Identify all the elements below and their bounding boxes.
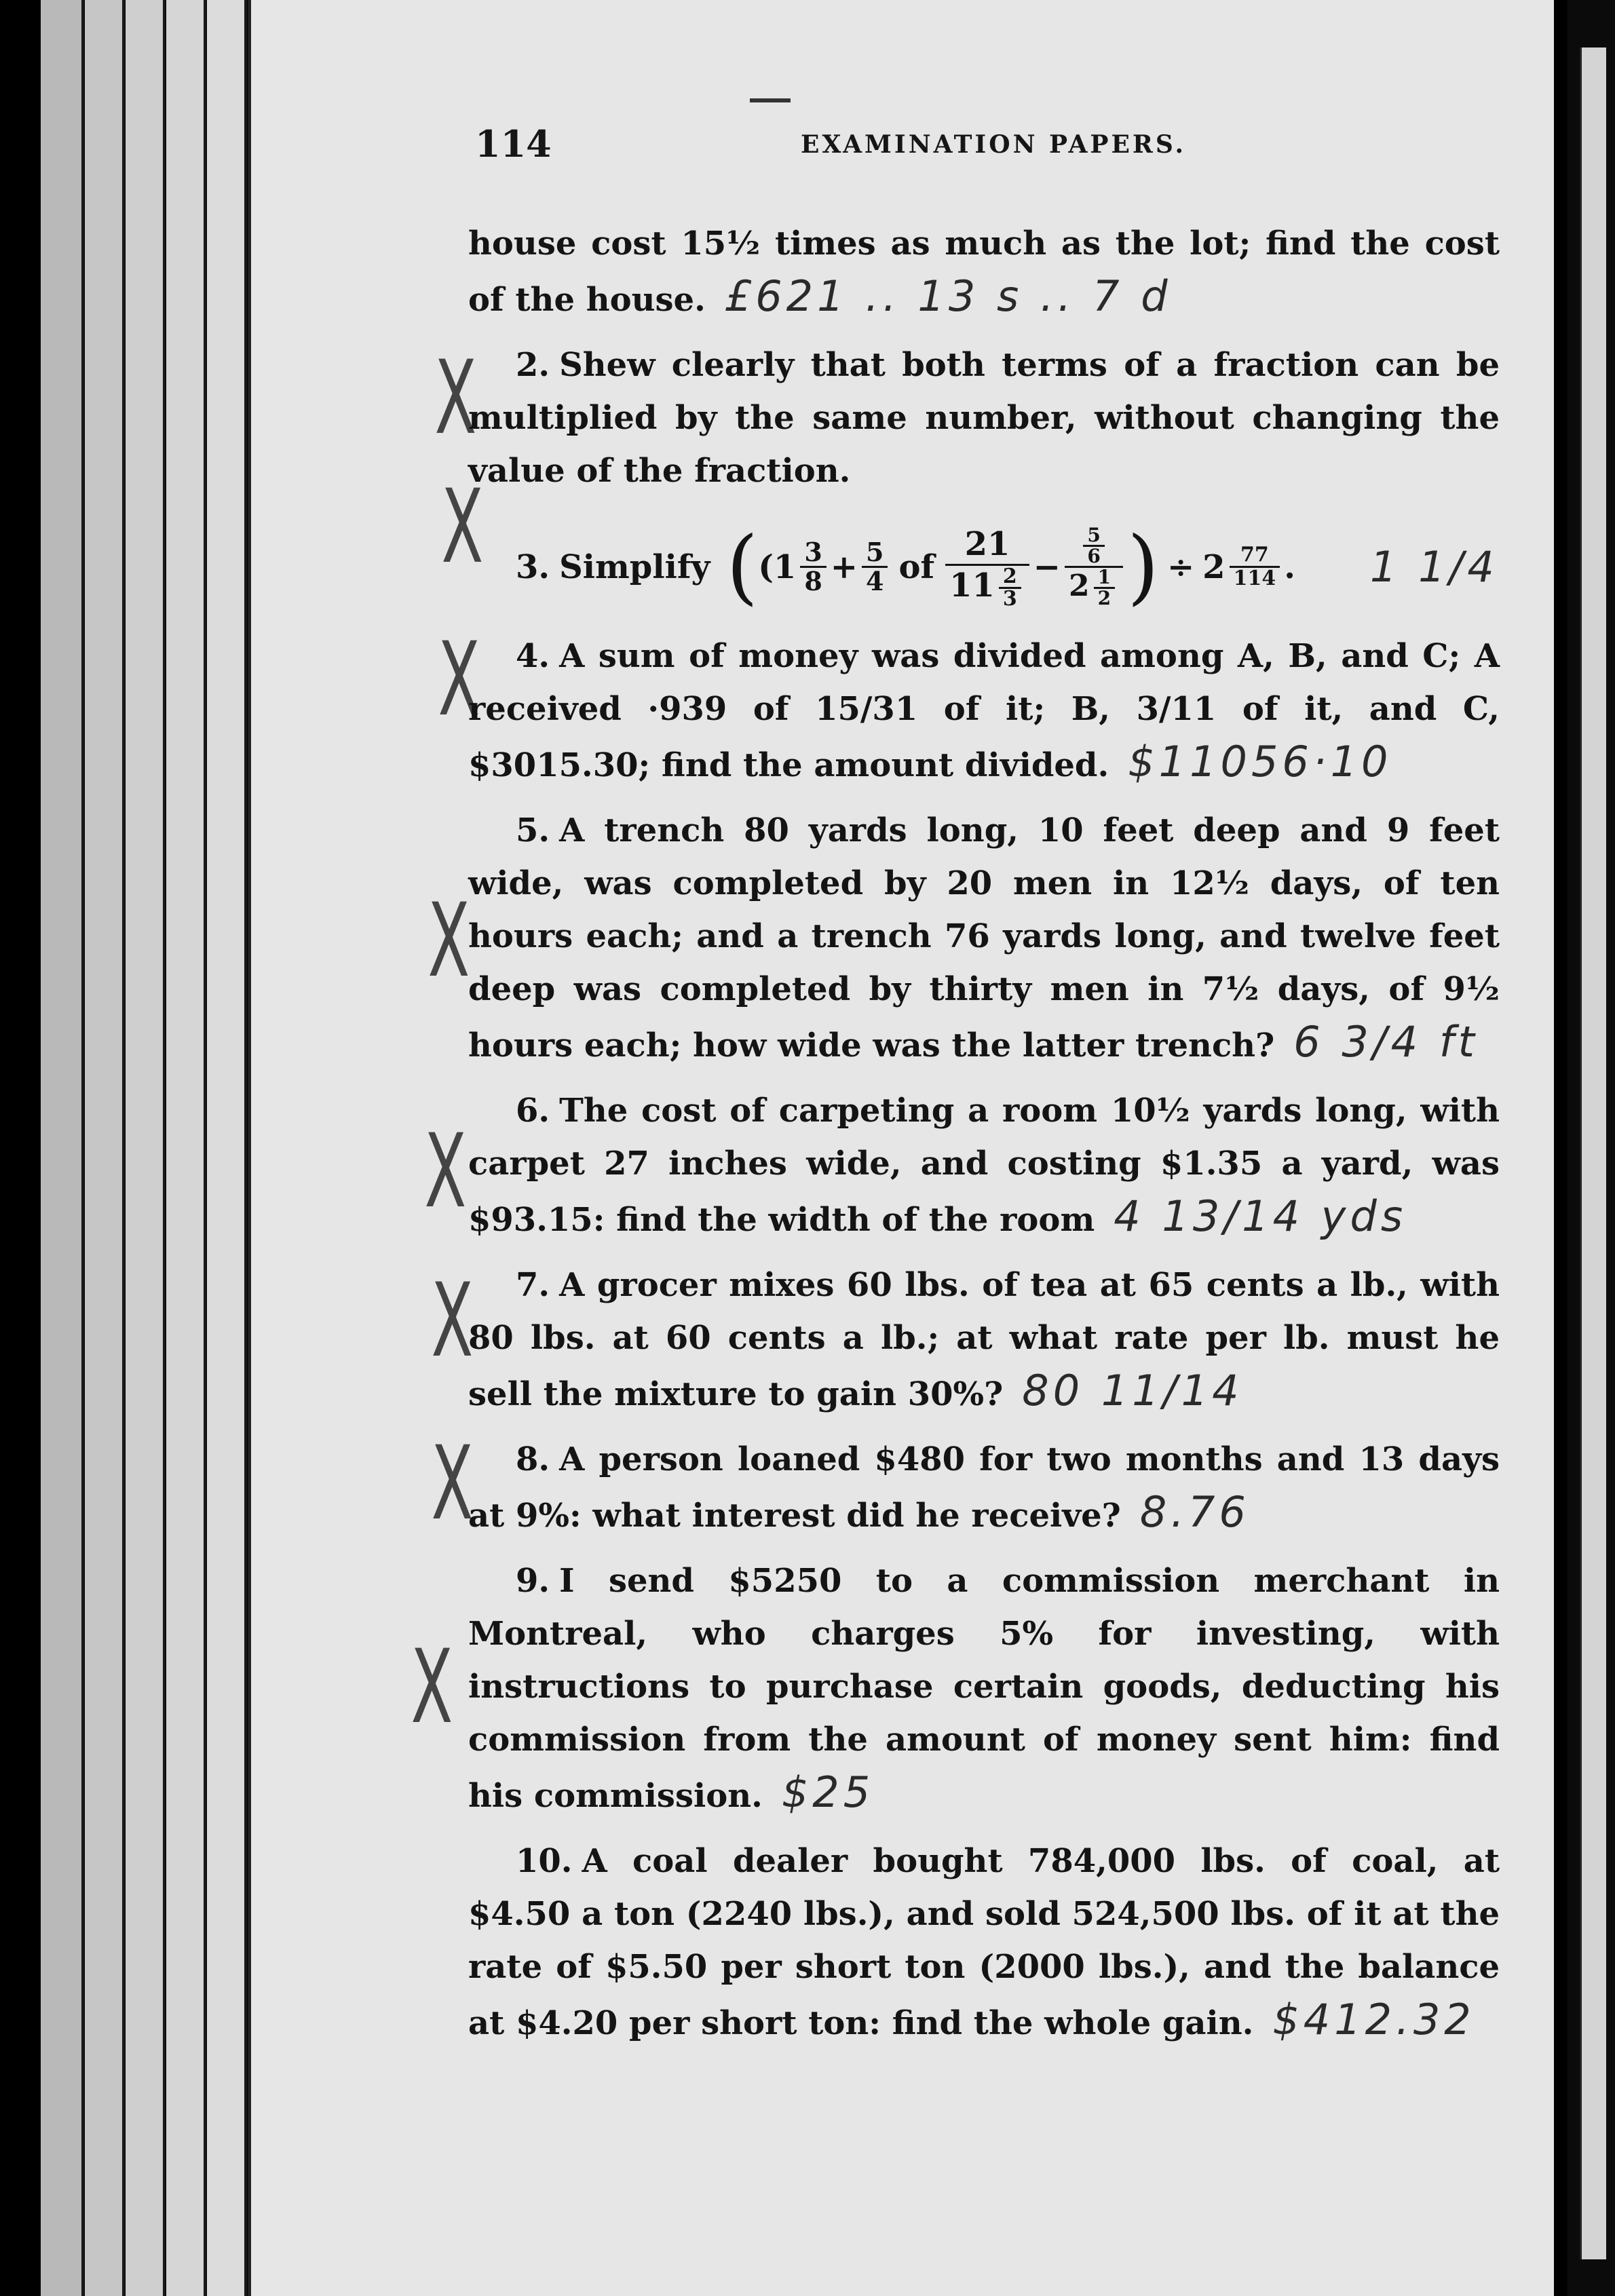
- handwritten-answer: 6 3/4 ft: [1293, 1017, 1479, 1067]
- page-body: [468, 217, 1500, 2062]
- fraction: $\frac{3}{8}$: [800, 539, 826, 595]
- page-header: [475, 122, 1527, 176]
- page-edge: [41, 0, 84, 2296]
- question-9: 9. I send $5250 to a commission merchant in Montreal, who charges 5% for investing, with instructions to purchase certain goods, deducting his commission from the amount of money sent him: find his commission. $25: [468, 1562, 1500, 1817]
- ink-dash: [750, 98, 791, 102]
- margin-cross-mark: X: [411, 1628, 453, 1746]
- page-edge: [85, 0, 125, 2296]
- question-10: 10. A coal dealer bought 784,000 lbs. of coal, at $4.50 a ton (2240 lbs.), and sold 524,500 lbs. of it at the rate of $5.50 per short ton (2000 lbs.), and the balance at $4.20 per short ton: find the whole gain. $412.32: [468, 1842, 1500, 2044]
- margin-cross-mark: X: [431, 1262, 474, 1380]
- question-4: 4. A sum of money was divided among A, B, and C; A received ·939 of 15/31 of it; B, 3/11 of it, and C, $3015.30; find the amount divided. $11056·10: [468, 637, 1500, 786]
- page-edge: [166, 0, 206, 2296]
- fraction: $\frac{77}{114}$: [1230, 544, 1280, 590]
- running-head: EXAMINATION PAPERS.: [801, 130, 1187, 159]
- handwritten-answer: $11056·10: [1128, 737, 1392, 786]
- margin-cross-mark: X: [431, 1425, 474, 1543]
- question-7: 7. A grocer mixes 60 lbs. of tea at 65 cents a lb., with 80 lbs. at 60 cents a lb.; at what rate per lb. must he sell the mixture to gain 30%? 80 11/14: [468, 1266, 1500, 1415]
- margin-cross-mark: X: [428, 882, 470, 1000]
- margin-cross-mark: X: [441, 468, 484, 586]
- question-1-continuation: house cost 15½ times as much as the lot; find the cost of the house. £621 .. 13 s .. 7 d: [468, 225, 1500, 321]
- book-page: [248, 0, 1554, 2296]
- page-edge: [207, 0, 247, 2296]
- margin-cross-mark: X: [438, 621, 480, 739]
- question-6: 6. The cost of carpeting a room 10½ yards long, with carpet 27 inches wide, and costing $1.35 a yard, was $93.15: find the width of the room 4 13/14 yds: [468, 1092, 1500, 1241]
- margin-cross-mark: X: [434, 339, 477, 457]
- page-number: 114: [475, 122, 552, 166]
- handwritten-answer: 4 13/14 yds: [1114, 1191, 1407, 1241]
- question-3: 3. Simplify ( (1 $\frac{3}{8}$ + $\frac{5}{4}$ of 21 11 $\frac{2}{3}$ − $\frac{5}{6}$ 2 $\frac{1}{2}$ ) ÷ 2 $\frac{77}{114}$ . 1 1/4: [516, 519, 1498, 614]
- handwritten-answer: 1 1/4: [1369, 541, 1498, 592]
- question-8: 8. A person loaned $480 for two months and 13 days at 9%: what interest did he receive? 8.76: [468, 1440, 1500, 1537]
- fraction: 21 11 $\frac{2}{3}$: [945, 524, 1029, 609]
- handwritten-answer: £621 .. 13 s .. 7 d: [724, 271, 1172, 321]
- question-2: 2. Shew clearly that both terms of a fraction can be multiplied by the same number, without changing the value of the fraction.: [468, 346, 1500, 490]
- fraction: $\frac{5}{4}$: [862, 539, 888, 595]
- facing-page-edge: [1568, 0, 1615, 2296]
- handwritten-answer: 8.76: [1139, 1487, 1250, 1537]
- fraction: $\frac{5}{6}$ 2 $\frac{1}{2}$: [1065, 526, 1123, 608]
- handwritten-answer: 80 11/14: [1022, 1366, 1243, 1415]
- handwritten-answer: $25: [781, 1767, 875, 1817]
- handwritten-answer: $412.32: [1272, 1995, 1475, 2044]
- page-edge: [126, 0, 166, 2296]
- question-5: 5. A trench 80 yards long, 10 feet deep and 9 feet wide, was completed by 20 men in 12½ days, of ten hours each; and a trench 76 yards long, and twelve feet deep was completed by thirty men in 7½ days, of 9½ hours each; how wide was the latter trench? 6 3/4 ft: [468, 811, 1500, 1067]
- margin-cross-mark: X: [424, 1113, 467, 1231]
